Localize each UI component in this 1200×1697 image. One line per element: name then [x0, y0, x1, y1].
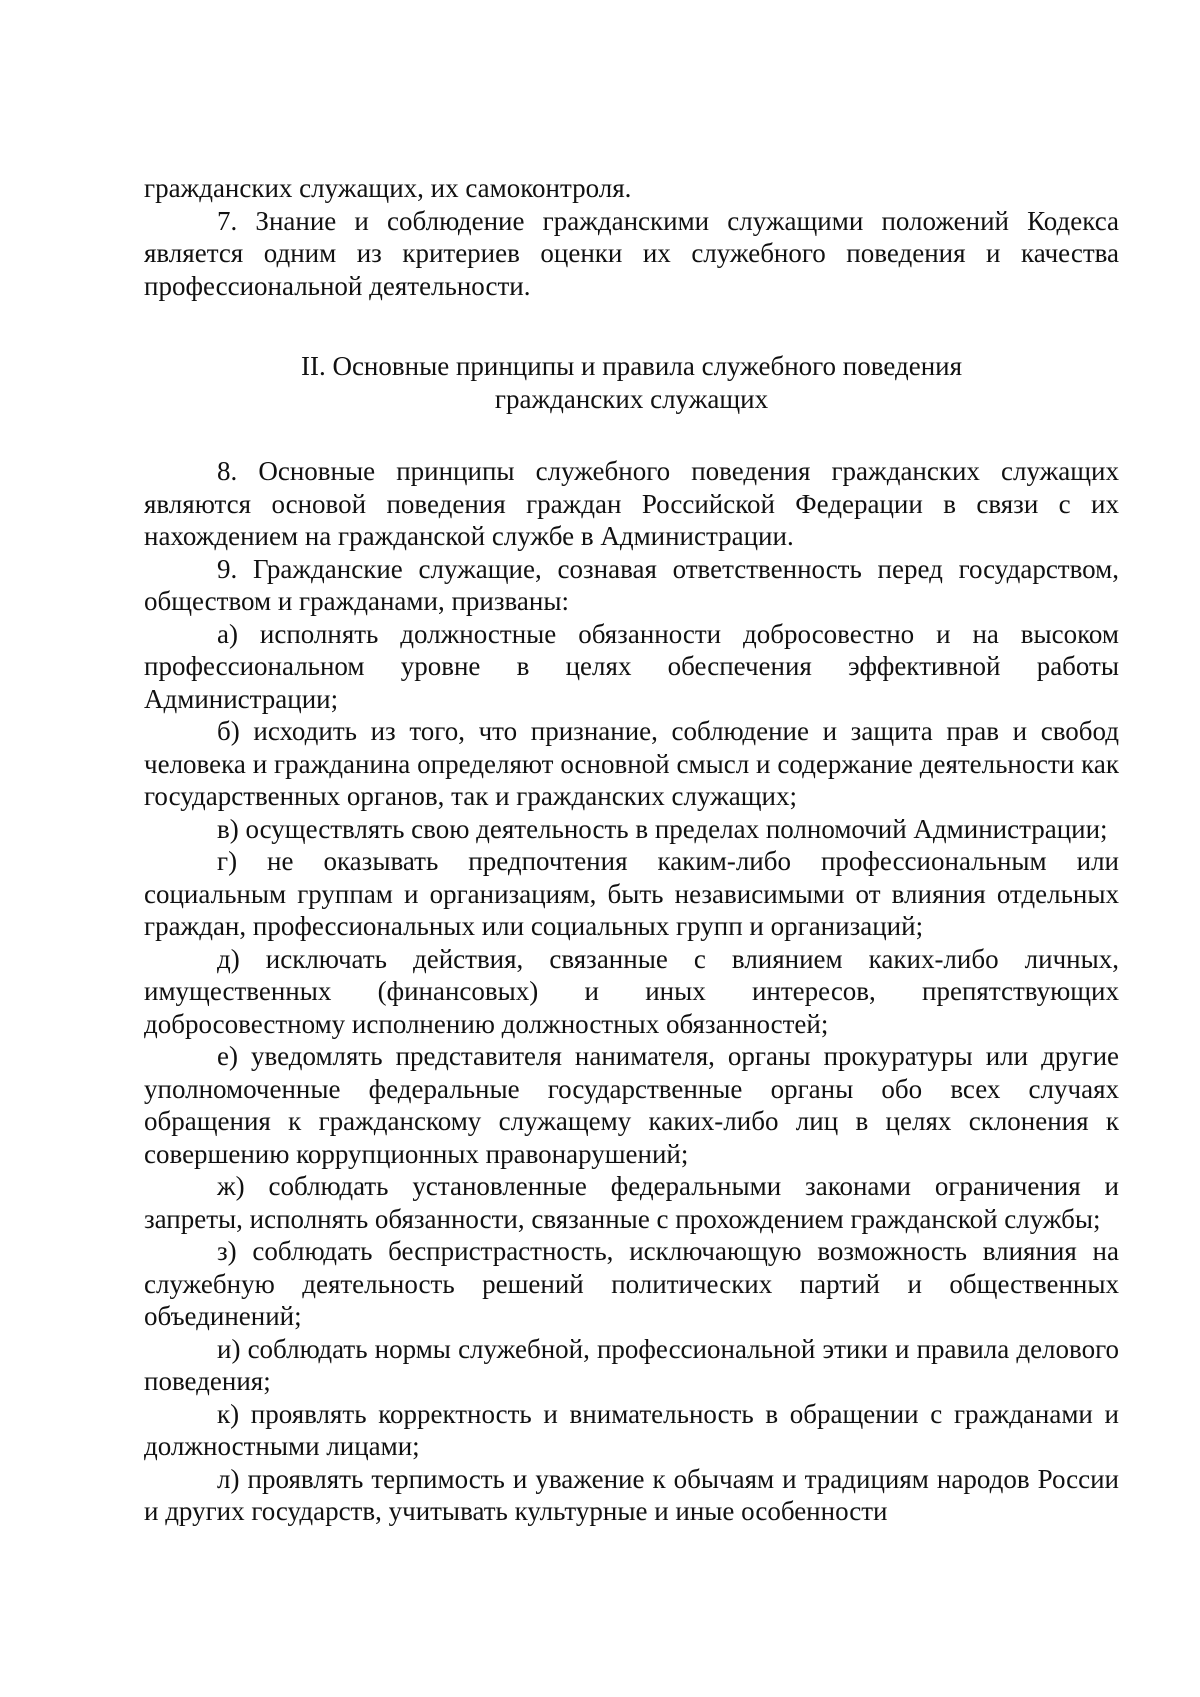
list-item-e: е) уведомлять представителя нанимателя, органы прокуратуры или другие уполномоченные федеральные государственные органы обо всех случаях обращения к гражданскому служащему каких-либо лиц в целях склонения к совершению коррупционных правонарушений;	[144, 1041, 1119, 1169]
paragraph-continuation: гражданских служащих, их самоконтроля.	[144, 173, 632, 203]
list-item-b: б) исходить из того, что признание, соблюдение и защита прав и свобод человека и гражданина определяют основной смысл и содержание деятельности как государственных органов, так и гражданских служащих;	[144, 716, 1119, 811]
list-item-z: з) соблюдать беспристрастность, исключающую возможность влияния на служебную деятельность решений политических партий и общественных объединений;	[144, 1236, 1119, 1331]
list-item-k: к) проявлять корректность и внимательность в обращении с гражданами и должностными лицами;	[144, 1398, 1119, 1461]
list-item-l: л) проявлять терпимость и уважение к обычаям и традициям народов России и других государств, учитывать культурные и иные особенности	[144, 1463, 1119, 1526]
paragraph-9: 9. Гражданские служащие, сознавая ответственность перед государством, обществом и гражданами, призваны:	[144, 553, 1119, 616]
paragraph-8: 8. Основные принципы служебного поведения гражданских служащих являются основой поведения граждан Российской Федерации в связи с их нахождением на гражданской службе в Администрации.	[144, 456, 1119, 551]
list-item-i: и) соблюдать нормы служебной, профессиональной этики и правила делового поведения;	[144, 1333, 1119, 1396]
section-heading-line-2: гражданских служащих	[494, 383, 769, 414]
list-item-zh: ж) соблюдать установленные федеральными законами ограничения и запреты, исполнять обязанности, связанные с прохождением гражданской службы;	[144, 1171, 1119, 1234]
list-item-g: г) не оказывать предпочтения каким-либо профессиональным или социальным группам и организациям, быть независимыми от влияния отдельных граждан, профессиональных или социальных групп и организаций;	[144, 846, 1119, 941]
document-body	[144, 172, 1119, 1528]
list-item-v: в) осуществлять свою деятельность в пределах полномочий Администрации;	[217, 813, 1108, 844]
section-heading	[144, 350, 1119, 415]
paragraph-7: 7. Знание и соблюдение гражданскими служащими положений Кодекса является одним из критериев оценки их служебного поведения и качества профессиональной деятельности.	[144, 205, 1119, 301]
list-item-d: д) исключать действия, связанные с влиянием каких-либо личных, имущественных (финансовых) и иных интересов, препятствующих добросовестному исполнению должностных обязанностей;	[144, 943, 1119, 1039]
list-item-a: а) исполнять должностные обязанности добросовестно и на высоком профессиональном уровне в целях обеспечения эффективной работы Администрации;	[144, 618, 1119, 714]
section-heading-line-1: II. Основные принципы и правила служебного поведения	[300, 351, 963, 381]
